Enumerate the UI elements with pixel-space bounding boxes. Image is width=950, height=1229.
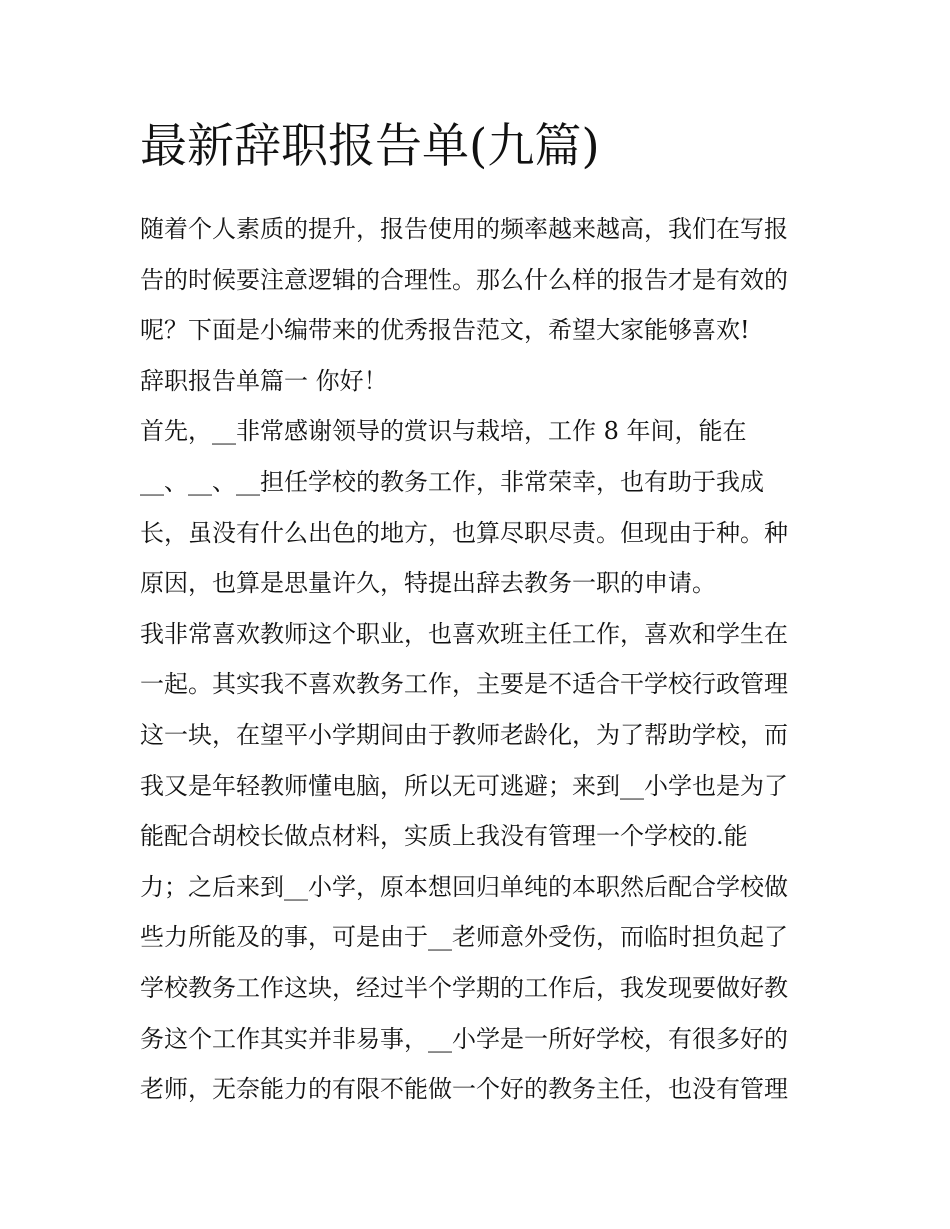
body-line-15: 些力所能及的事，可是由于__老师意外受伤，而临时担负起了 — [140, 923, 788, 952]
body-line-17: 务这个工作其实并非易事，__小学是一所好学校，有很多好的 — [140, 1024, 788, 1053]
section-heading: 辞职报告单篇一 你好！ — [140, 366, 388, 395]
document-body — [140, 204, 815, 1115]
body-line-18: 老师，无奈能力的有限不能做一个好的教务主任，也没有管理 — [140, 1075, 788, 1104]
body-line-8: 原因，也算是思量许久，特提出辞去教务一职的申请。 — [140, 569, 716, 598]
document-page — [140, 112, 815, 1115]
body-line-14: 力；之后来到__小学，原本想回归单纯的本职然后配合学校做 — [140, 872, 788, 901]
body-line-16: 学校教务工作这块，经过半个学期的工作后，我发现要做好教 — [140, 973, 788, 1002]
body-line-13: 能配合胡校长做点材料，实质上我没有管理一个学校的.能 — [140, 822, 748, 851]
body-line-9: 我非常喜欢教师这个职业，也喜欢班主任工作，喜欢和学生在 — [140, 619, 788, 648]
body-line-12: 我又是年轻教师懂电脑，所以无可逃避；来到__小学也是为了 — [140, 771, 788, 800]
body-line-11: 这一块，在望平小学期间由于教师老龄化，为了帮助学校，而 — [140, 720, 788, 749]
body-line-7: 长，虽没有什么出色的地方，也算尽职尽责。但现由于种。种 — [140, 518, 788, 547]
body-line-5: 首先，__非常感谢领导的赏识与栽培，工作 8 年间，能在 — [140, 417, 747, 446]
body-line-10: 一起。其实我不喜欢教务工作，主要是不适合干学校行政管理 — [140, 670, 788, 699]
body-line-3: 呢？下面是小编带来的优秀报告范文，希望大家能够喜欢! — [140, 316, 750, 345]
document-title: 最新辞职报告单(九篇) — [140, 119, 600, 174]
body-line-2: 告的时候要注意逻辑的合理性。那么什么样的报告才是有效的 — [140, 265, 788, 294]
body-line-1: 随着个人素质的提升，报告使用的频率越来越高，我们在写报 — [140, 215, 788, 243]
body-line-6: __、__、__担任学校的教务工作，非常荣幸，也有助于我成 — [140, 467, 764, 496]
